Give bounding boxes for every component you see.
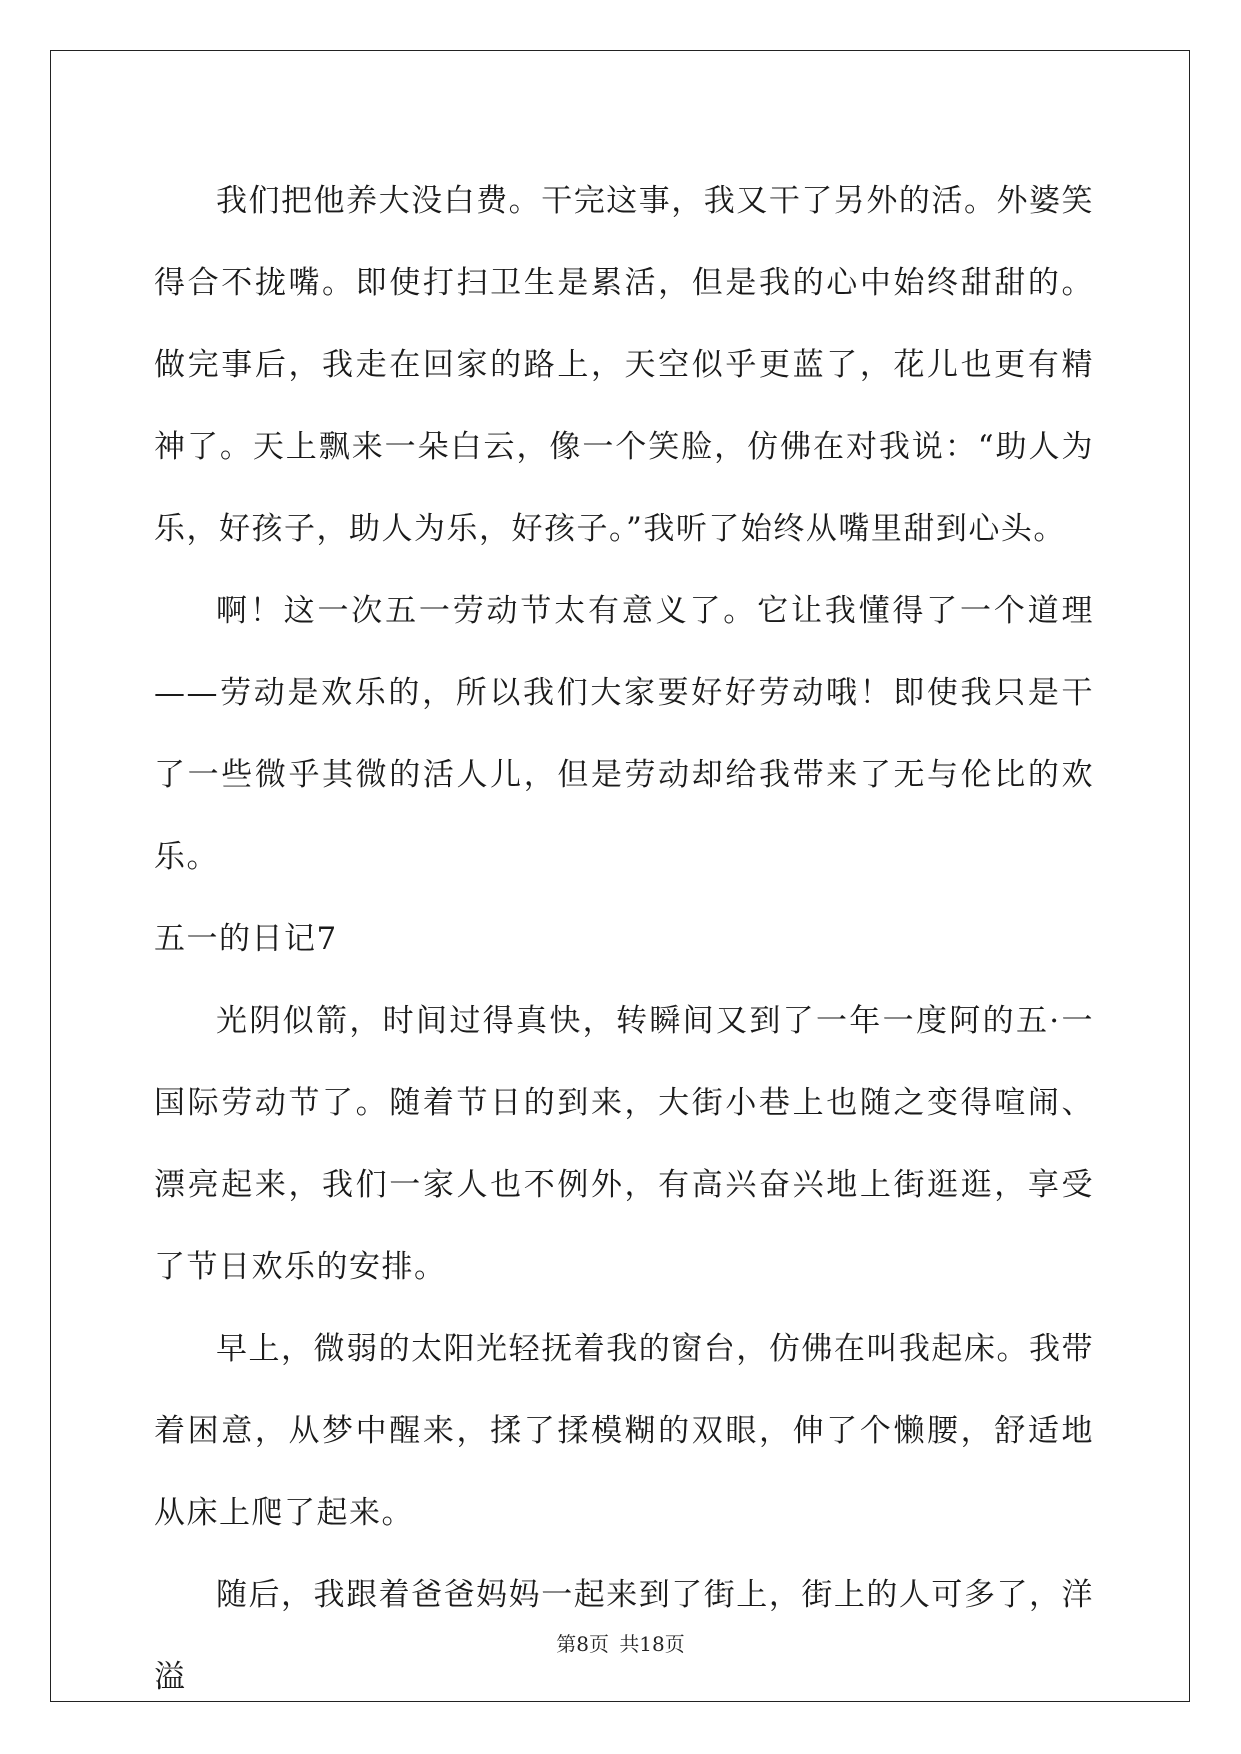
paragraph: 光阴似箭，时间过得真快，转瞬间又到了一年一度阿的五·一国际劳动节了。随着节日的到来，大街小巷上也随之变得喧闹、漂亮起来，我们一家人也不例外，有高兴奋兴地上街逛逛，享受了节日欢乐的安排。 [154,1003,1094,1285]
page-total: 共18页 [619,1632,685,1656]
paragraph: 早上，微弱的太阳光轻抚着我的窗台，仿佛在叫我起床。我带着困意，从梦中醒来，揉了揉模糊的双眼，伸了个懒腰，舒适地从床上爬了起来。 [154,1331,1094,1531]
page-footer [0,1628,1241,1657]
paragraph: 随后，我跟着爸爸妈妈一起来到了街上，街上的人可多了，洋溢 [154,1577,1094,1695]
section-heading: 五一的日记7 [154,921,338,957]
paragraph: 我们把他养大没白费。干完这事，我又干了另外的活。外婆笑得合不拢嘴。即使打扫卫生是累活，但是我的心中始终甜甜的。做完事后，我走在回家的路上，天空似乎更蓝了，花儿也更有精神了。天上飘来一朵白云，像一个笑脸，仿佛在对我说：“助人为乐，好孩子，助人为乐，好孩子。”我听了始终从嘴里甜到心头。 [154,183,1094,547]
document-body [154,160,1094,1718]
page-number: 第8页 [556,1632,609,1656]
paragraph: 啊！这一次五一劳动节太有意义了。它让我懂得了一个道理——劳动是欢乐的，所以我们大家要好好劳动哦！即使我只是干了一些微乎其微的活人儿，但是劳动却给我带来了无与伦比的欢乐。 [154,593,1094,875]
